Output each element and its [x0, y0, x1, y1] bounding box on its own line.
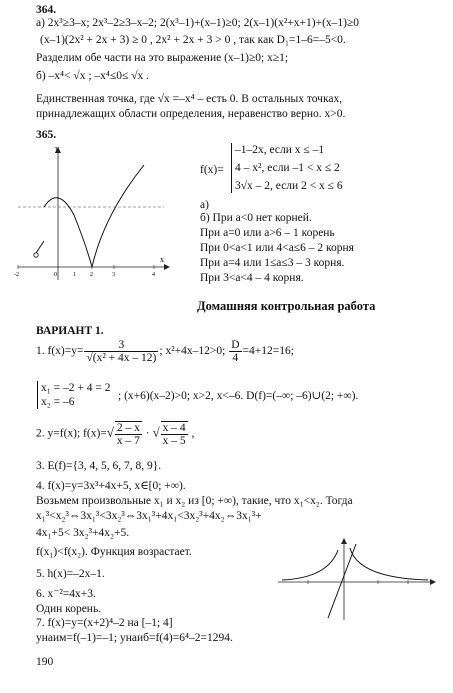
- piecewise-f-label: f(x)=: [200, 164, 224, 176]
- task-1-middle: ; x²+4x–12>0;: [159, 345, 226, 358]
- graph-branch-root: [92, 165, 144, 267]
- x-axis-arrow: [430, 579, 436, 585]
- task-2-fraction-2: [161, 421, 188, 447]
- system-brace: [37, 381, 38, 409]
- task-2-fraction-1: [115, 421, 142, 447]
- task-1-line: [36, 339, 294, 364]
- tick-label: -2: [14, 272, 19, 278]
- task-6: 6. x⁻²=4x+3.: [36, 588, 96, 600]
- task-4-line-2: Возьмем произвольные x₁ и x₂ из [0; +∞), такие, что x₁<x₂. Тогда: [36, 495, 353, 507]
- system-line-2: x₂ = –6: [41, 396, 75, 408]
- task-4-line-3: x₁³<x₂³⇔3x₁³<3x₂³⇔3x₁³+4x₁<3x₂³+4x₂⇔3x₁³+: [36, 510, 262, 522]
- task-2-line: 2. y=f(x); f(x)=√ $\frac{2 - x}{x - 7}$ · √ $\frac{x - 4}{x - 5}$ ,: [36, 422, 195, 447]
- hyperbola-right: [350, 548, 428, 580]
- fraction-numerator: x – 4: [162, 422, 186, 434]
- fraction-numerator: D: [231, 339, 240, 351]
- answer-item: б) При a<0 нет корней.: [200, 212, 312, 224]
- x-label: x: [160, 255, 164, 264]
- fraction-denominator: √(x² + 4x – 12): [86, 352, 157, 364]
- task-1-rest: ; (x+6)(x–2)>0; x>2, x<–6. D(f)=(–∞; –6)∪(2; +∞).: [118, 390, 359, 402]
- task-1-fraction: [84, 339, 158, 364]
- problem-365-graph: [14, 145, 174, 285]
- tick-label: 4: [152, 272, 155, 278]
- fraction-denominator: 4: [232, 352, 239, 364]
- task-3: 3. E(f)={3, 4, 5, 6, 7, 8, 9}.: [36, 460, 162, 472]
- tick-label: 1: [73, 272, 76, 278]
- fraction-numerator: 3: [84, 339, 158, 352]
- answer-item: При a=0 или a>6 – 1 корень: [200, 227, 335, 239]
- task-7-line-1: 7. f(x)=y=(x+2)⁴–2 на [–1; 4]: [36, 617, 173, 629]
- tick-label: 0: [54, 272, 57, 278]
- problem-364-paragraph-1: Единственная точка, где √x =–x⁴ – есть 0. В остальных точках,: [36, 93, 343, 105]
- x-axis-arrow: [164, 264, 170, 270]
- piecewise-case-1: –1–2x, если x ≤ –1: [235, 144, 325, 156]
- answer-item: При 3<a<4 – 4 корня.: [200, 272, 304, 284]
- problem-364-line-a1: а) 2x³≥3–x; 2x³–2≥3–x–2; 2(x³–1)+(x–1)≥0; 2(x–1)(x²+x+1)+(x–1)≥0: [36, 17, 360, 29]
- problem-365-number: 365.: [36, 129, 57, 141]
- problem-364-line-a2: (x–1)(2x² + 2x + 3) ≥ 0 , 2x² + 2x + 3 > 0 , так как D₁=1–6=–5<0.: [40, 34, 346, 46]
- fraction-denominator: x – 5: [162, 435, 186, 447]
- tick-label: 3: [112, 272, 115, 278]
- task-4-line-1: 4. f(x)=y=3x³+4x+5, x∈[0; +∞).: [36, 480, 186, 492]
- fraction-numerator: 2 – x: [116, 422, 140, 434]
- task-4-line-5: f(x₁)<f(x₂). Функция возрастает.: [36, 546, 192, 558]
- piecewise-brace: [231, 143, 232, 193]
- piecewise-case-2: 4 – x², если –1 < x ≤ 2: [235, 162, 340, 174]
- task-4-line-4: 4x₁+5< 3x₂³+4x₂+5.: [36, 527, 130, 539]
- problem-364-number: 364.: [36, 4, 57, 16]
- problem-364-line-b: б) –x⁴< √x ; –x⁴≤0≤ √x .: [36, 70, 150, 82]
- task-6-answer: Один корень.: [36, 603, 102, 615]
- task-2-prefix: 2. y=f(x); f(x)=: [36, 427, 107, 440]
- answer-item: При 0<a<1 или 4<a≤6 – 2 корня: [200, 242, 354, 254]
- graph-branch-left: [36, 241, 44, 253]
- page-number: 190: [36, 656, 54, 668]
- system-line-1: x₁ = –2 + 4 = 2: [41, 382, 111, 394]
- task-6-graph: [278, 540, 438, 620]
- fraction-denominator: x – 7: [116, 435, 140, 447]
- line-graph: [328, 544, 356, 618]
- open-point: [34, 253, 38, 257]
- answer-item: а): [200, 199, 209, 211]
- answer-item: При a=4 или 1≤a≤3 – 3 корня.: [200, 257, 345, 269]
- y-label: y: [55, 144, 59, 153]
- task-5: 5. h(x)=–2x–1.: [36, 568, 105, 580]
- task-1-prefix: 1. f(x)=y=: [36, 345, 84, 358]
- hyperbola-left: [282, 550, 338, 580]
- y-axis-arrow: [341, 538, 347, 544]
- problem-364-paragraph-2: принадлежащих области определения, неравенство верно. x>0.: [36, 108, 346, 120]
- task-1-post: =4+12=16;: [242, 345, 294, 358]
- variant-title: ВАРИАНТ 1.: [36, 325, 104, 337]
- task-1-d-fraction: [229, 339, 241, 364]
- task-7-line-2: yнаим=f(–1)=–1; yнаиб=f(4)=6⁴–2=1294.: [36, 632, 233, 644]
- graph-branch-parabola: [44, 198, 92, 267]
- section-title: Домашняя контрольная работа: [197, 299, 376, 313]
- problem-364-line-a3: Разделим обе части на это выражение (x–1)≥0; x≥1;: [36, 52, 289, 64]
- tick-label: 2: [90, 272, 93, 278]
- piecewise-case-3: 3√x – 2, если 2 < x ≤ 6: [235, 180, 343, 192]
